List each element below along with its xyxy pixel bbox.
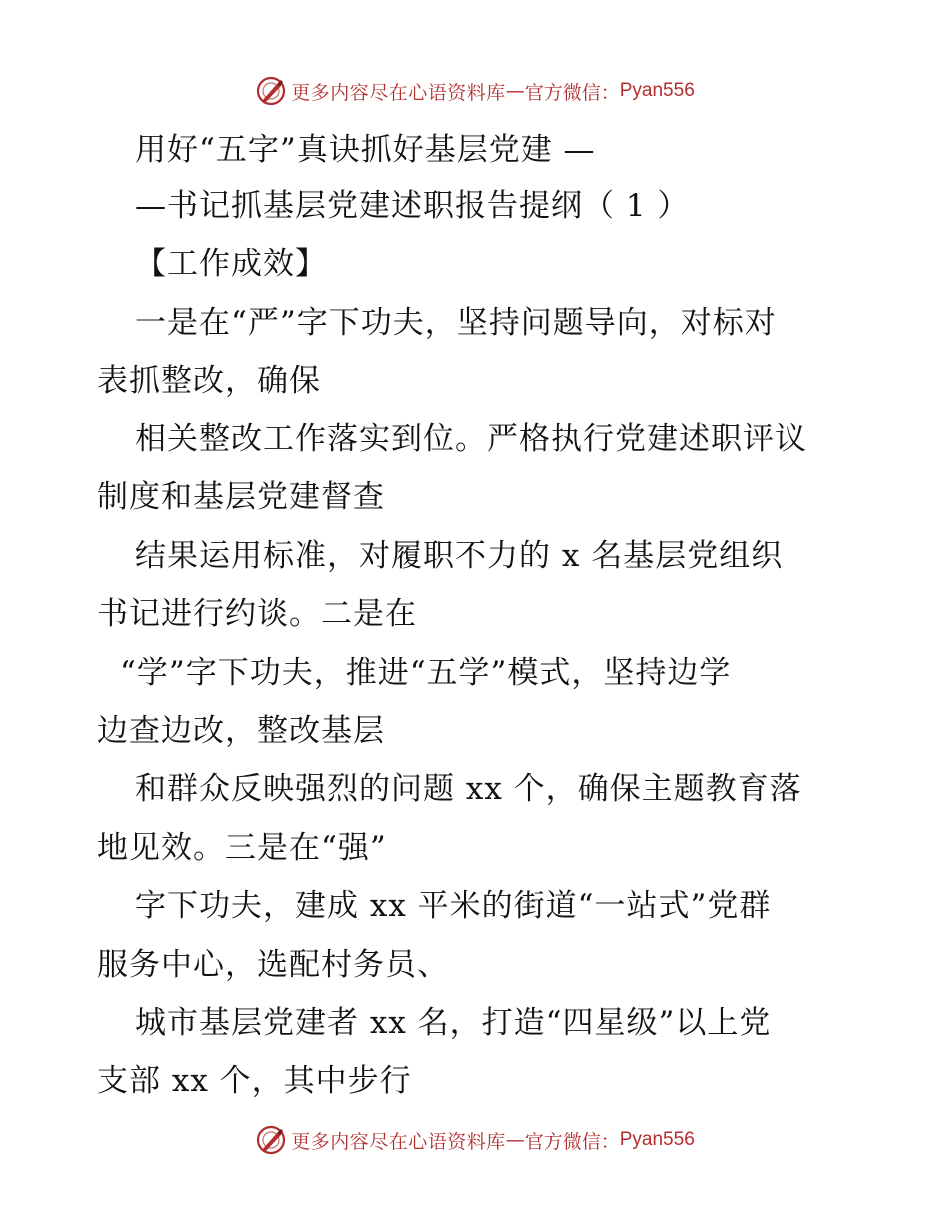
banner-contact-id: Pyan556	[619, 80, 695, 101]
section-heading: 【工作成效】	[135, 246, 327, 282]
banner-contact-label: 官方微信：	[524, 81, 620, 104]
banner-contact-label: 官方微信：	[524, 1130, 620, 1153]
banner-separator: —	[505, 80, 525, 102]
banner-separator: —	[505, 1129, 525, 1151]
paragraph-line: “学”字下功夫，推进“五学”模式，坚持边学	[120, 655, 732, 691]
paragraph-line: 结果运用标准，对履职不力的 x 名基层党组织	[135, 538, 784, 574]
paragraph-line: 地见效。三是在“强”	[97, 830, 387, 866]
paragraph-line: 支部 xx 个，其中步行	[97, 1063, 412, 1099]
paragraph-line: 相关整改工作落实到位。严格执行党建述职评议	[135, 421, 807, 457]
header-banner	[0, 71, 950, 111]
banner-slogan: 更多内容尽在心语资料库	[291, 81, 506, 104]
paragraph-line: 和群众反映强烈的问题 xx 个，确保主题教育落	[135, 771, 802, 807]
paragraph-line: 书记进行约谈。二是在	[97, 596, 417, 632]
paragraph-line: 字下功夫，建成 xx 平米的街道“一站式”党群	[135, 888, 772, 924]
title-line-1: 用好“五字”真诀抓好基层党建 —	[135, 132, 596, 168]
paragraph-line: 城市基层党建者 xx 名，打造“四星级”以上党	[135, 1005, 772, 1041]
paragraph-line: 服务中心，选配村务员、	[97, 947, 449, 983]
pen-logo-icon	[255, 1124, 287, 1156]
banner-contact-id: Pyan556	[619, 1129, 695, 1150]
paragraph-line: 制度和基层党建督查	[97, 479, 385, 515]
paragraph-line: 一是在“严”字下功夫，坚持问题导向，对标对	[135, 305, 777, 341]
footer-banner	[0, 1120, 950, 1160]
banner-slogan: 更多内容尽在心语资料库	[291, 1130, 506, 1153]
paragraph-line: 表抓整改，确保	[97, 363, 321, 399]
title-line-2: —书记抓基层党建述职报告提纲（ 1 ）	[135, 188, 690, 224]
paragraph-line: 边查边改，整改基层	[97, 713, 385, 749]
pen-logo-icon	[255, 75, 287, 107]
